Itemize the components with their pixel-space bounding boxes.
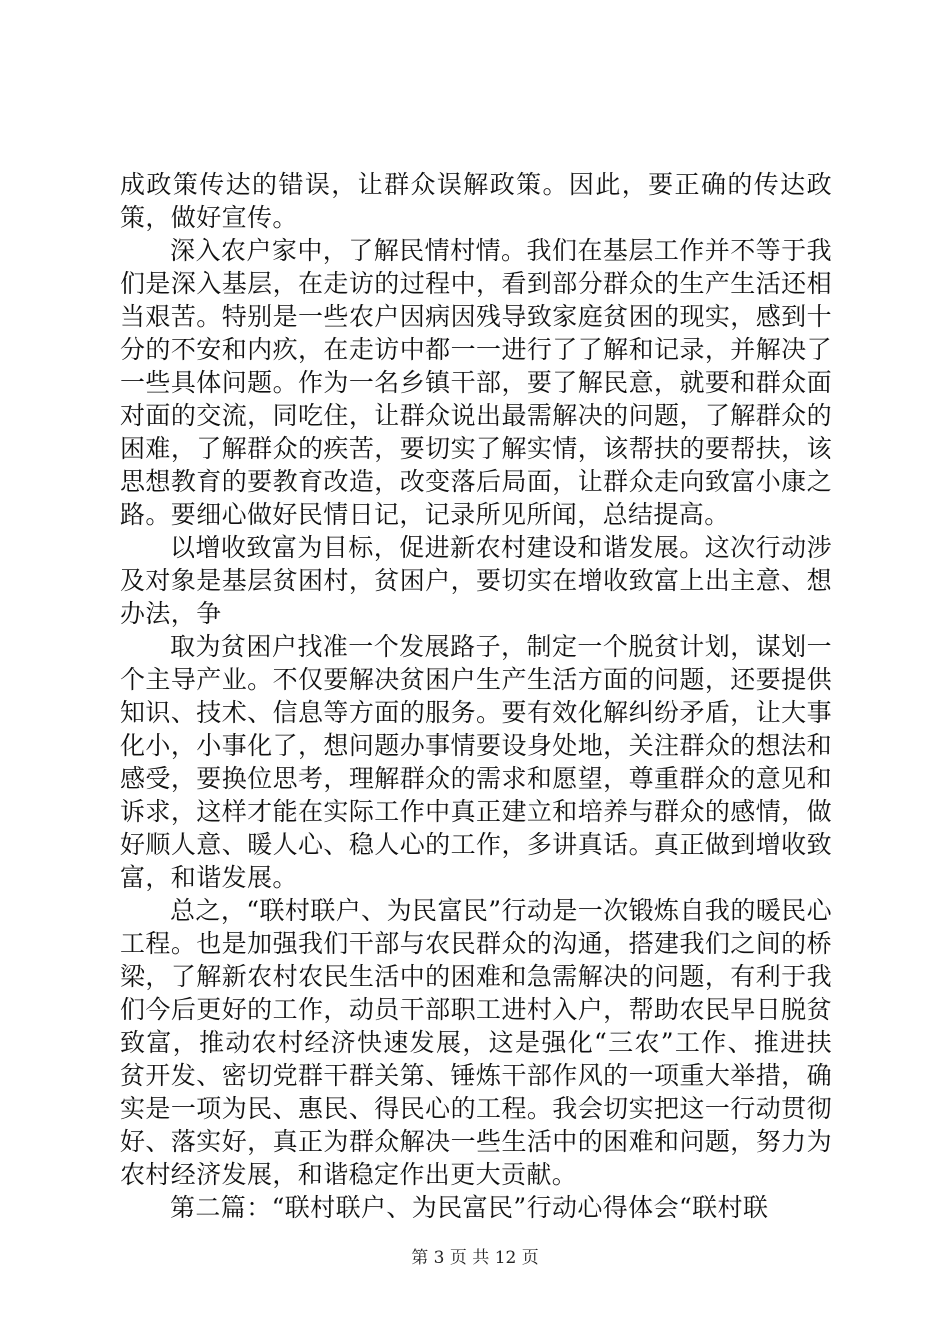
page-number-footer: 第 3 页 共 12 页 (411, 1248, 539, 1268)
document-body (120, 168, 832, 1224)
paragraph-3: 以增收致富为目标，促进新农村建设和谐发展。这次行动涉及对象是基层贫困村，贫困户，要切实在增收致富上出主意、想办法，争 (120, 533, 832, 628)
paragraph-1: 成政策传达的错误，让群众误解政策。因此，要正确的传达政策，做好宣传。 (120, 170, 832, 232)
paragraph-4: 取为贫困户找准一个发展路子，制定一个脱贫计划，谋划一个主导产业。不仅要解决贫困户生产生活方面的问题，还要提供知识、技术、信息等方面的服务。要有效化解纠纷矛盾，让大事化小，小事化了，想问题办事情要设身处地，关注群众的想法和感受，要换位思考，理解群众的需求和愿望，尊重群众的意见和诉求，这样才能在实际工作中真正建立和培养与群众的感情，做好顺人意、暖人心、稳人心的工作，多讲真话。真正做到增收致富，和谐发展。 (120, 632, 832, 892)
paragraph-6-heading: 第二篇：“联村联户、为民富民”行动心得体会“联村联 (170, 1193, 769, 1222)
paragraph-2: 深入农户家中，了解民情村情。我们在基层工作并不等于我们是深入基层，在走访的过程中，看到部分群众的生产生活还相当艰苦。特别是一些农户因病因残导致家庭贫困的现实，感到十分的不安和内疚，在走访中都一一进行了了解和记录，并解决了一些具体问题。作为一名乡镇干部，要了解民意，就要和群众面对面的交流，同吃住，让群众说出最需解决的问题，了解群众的困难，了解群众的疾苦，要切实了解实情，该帮扶的要帮扶，该思想教育的要教育改造，改变落后局面，让群众走向致富小康之路。要细心做好民情日记，记录所见所闻，总结提高。 (120, 236, 832, 529)
paragraph-5: 总之，“联村联户、为民富民”行动是一次锻炼自我的暖民心工程。也是加强我们干部与农民群众的沟通，搭建我们之间的桥梁，了解新农村农民生活中的困难和急需解决的问题，有利于我们今后更好的工作，动员干部职工进村入户，帮助农民早日脱贫致富，推动农村经济快速发展，这是强化“三农”工作、推进扶贫开发、密切党群干群关第、锤炼干部作风的一项重大举措，确实是一项为民、惠民、得民心的工程。我会切实把这一行动贯彻好、落实好，真正为群众解决一些生活中的困难和问题，努力为农村经济发展，和谐稳定作出更大贡献。 (120, 896, 832, 1189)
